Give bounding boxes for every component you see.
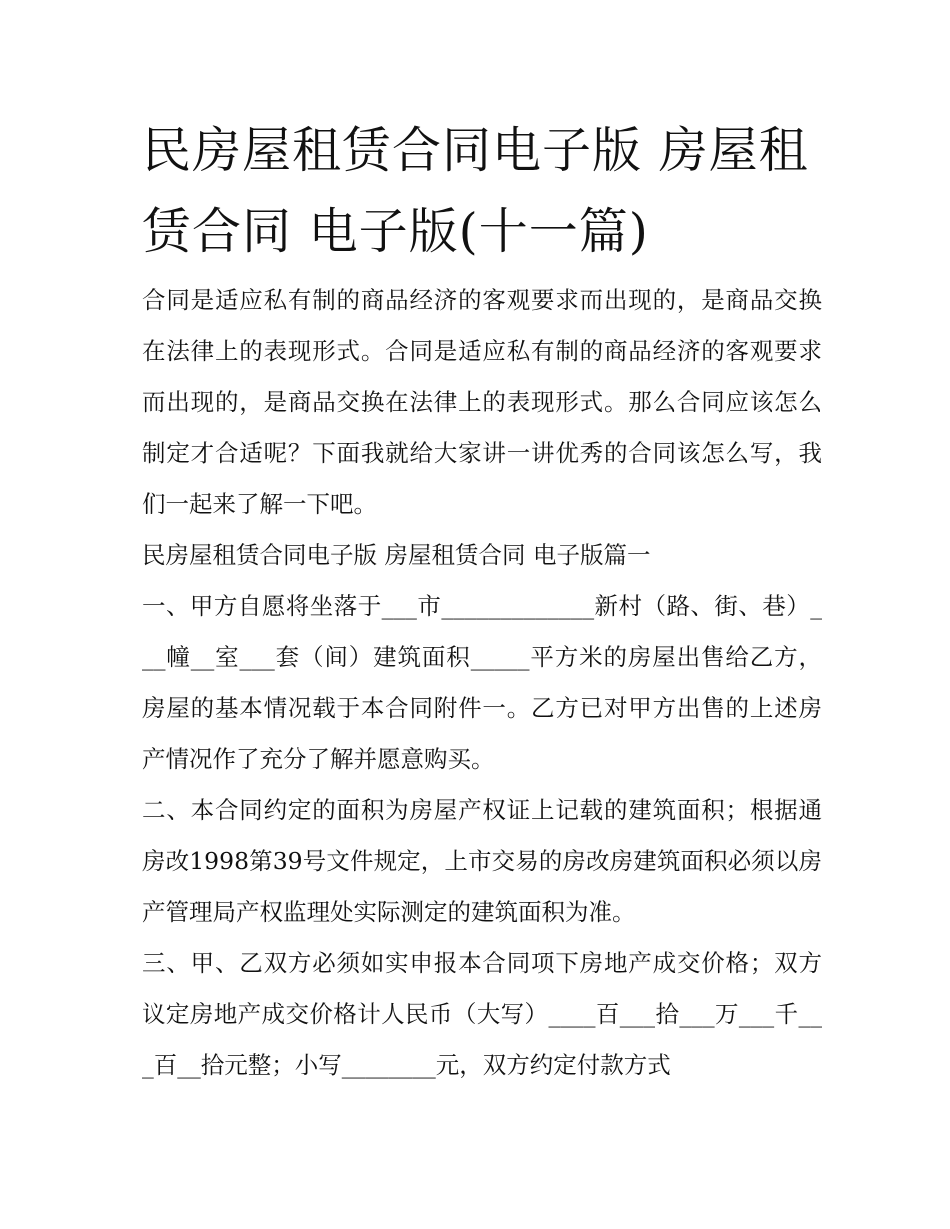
clause-1: 一、甲方自愿将坐落于___市_____________新村（路、街、巷）___幢__室___套（间）建筑面积_____平方米的房屋出售给乙方，房屋的基本情况载于本合同附件一。乙方已对甲方出售的上述房产情况作了充分了解并愿意购买。 <box>142 592 822 773</box>
document-body <box>142 275 822 1091</box>
document-title: 民房屋租赁合同电子版 房屋租赁合同 电子版(十一篇) <box>142 122 809 260</box>
section-heading: 民房屋租赁合同电子版 房屋租赁合同 电子版篇一 <box>142 541 651 569</box>
intro-paragraph: 合同是适应私有制的商品经济的客观要求而出现的，是商品交换在法律上的表现形式。合同是适应私有制的商品经济的客观要求而出现的，是商品交换在法律上的表现形式。那么合同应该怎么制定才合适呢？下面我就给大家讲一讲优秀的合同该怎么写，我们一起来了解一下吧。 <box>142 286 822 518</box>
clause-3: 三、甲、乙双方必须如实申报本合同项下房地产成交价格；双方议定房地产成交价格计人民币（大写）____百___拾___万___千___百__拾元整；小写________元，双方约定付款方式 <box>142 949 822 1079</box>
clause-2: 二、本合同约定的面积为房屋产权证上记载的建筑面积；根据通房改1998第39号文件规定，上市交易的房改房建筑面积必须以房产管理局产权监理处实际测定的建筑面积为准。 <box>142 796 822 926</box>
